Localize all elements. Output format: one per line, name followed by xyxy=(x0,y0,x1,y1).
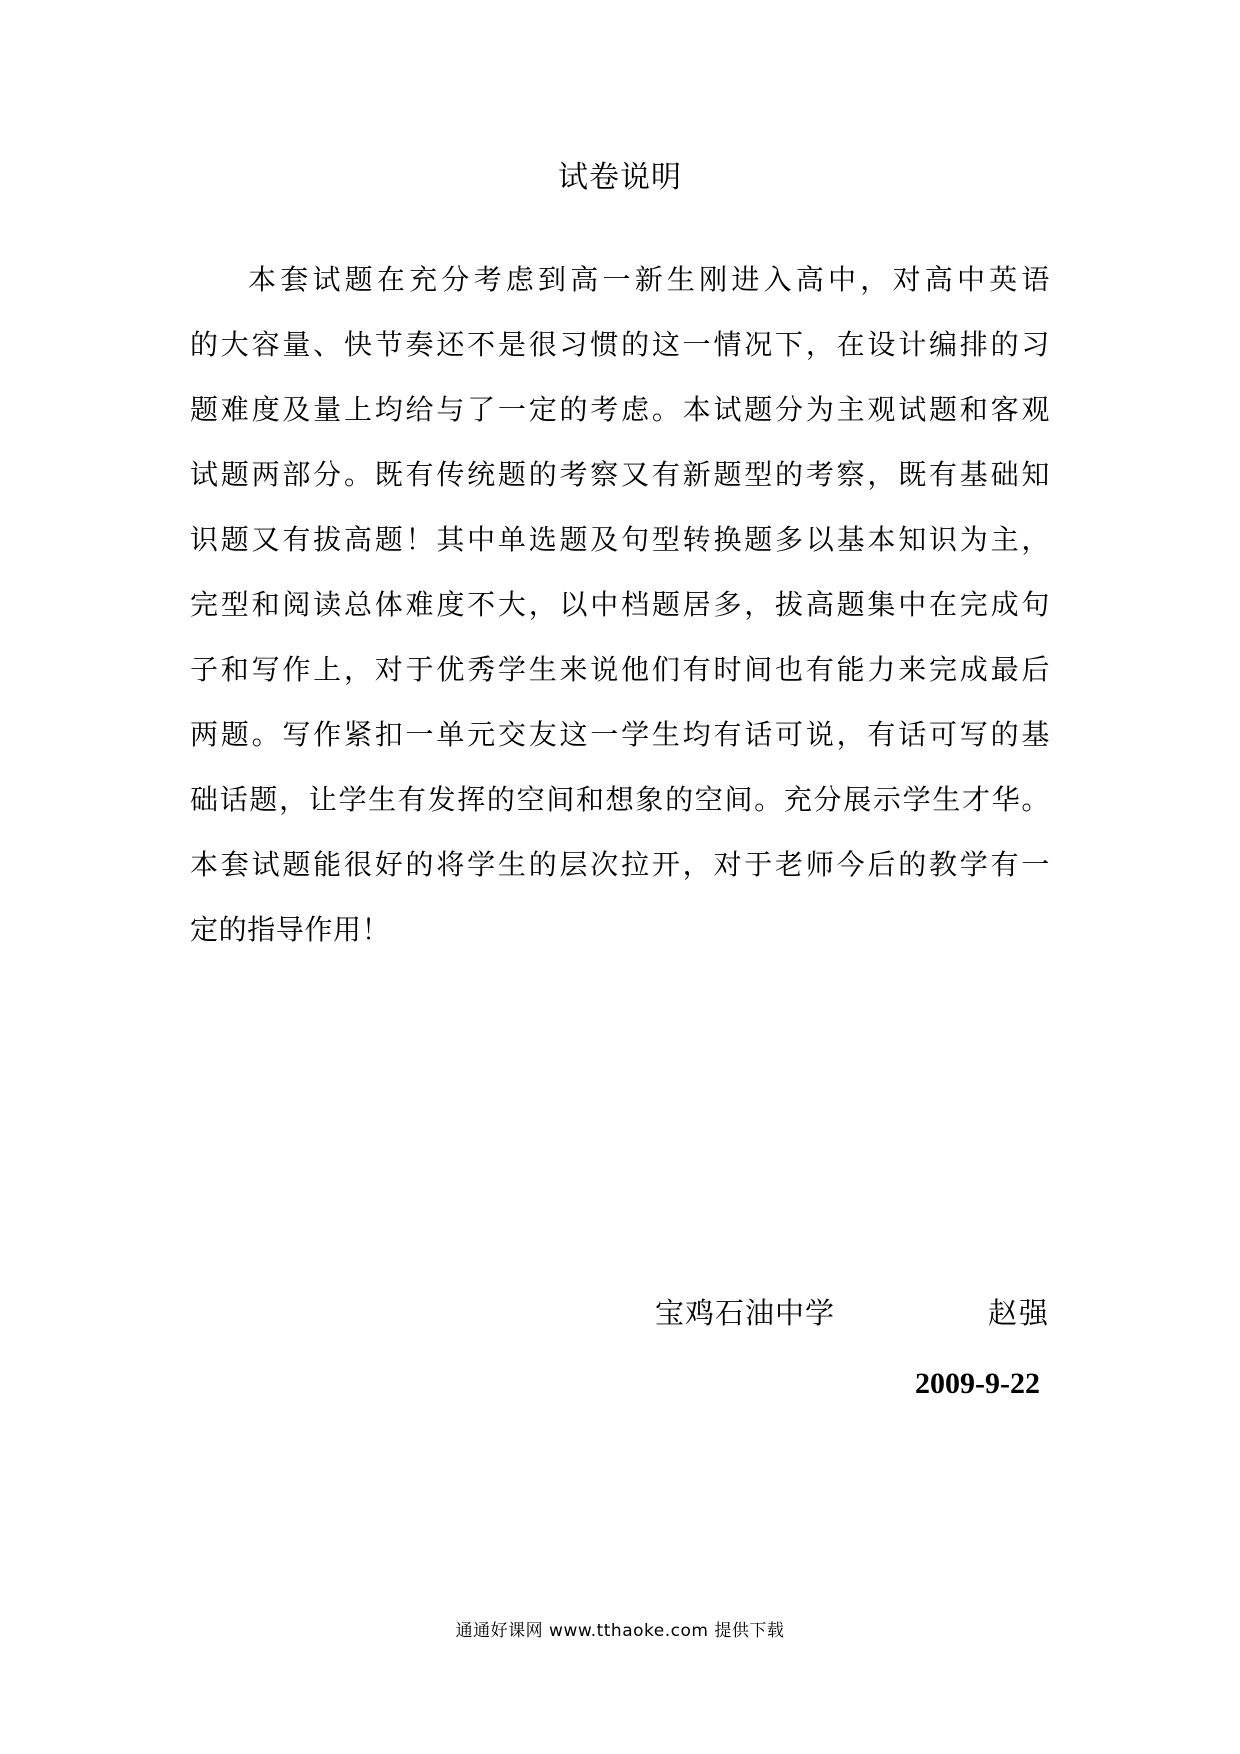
body-line-6: 完型和阅读总体难度不大，以中档题居多，拔高题集中在完成句 xyxy=(190,588,1050,621)
document-body xyxy=(190,255,1050,970)
body-line-3: 题难度及量上均给与了一定的考虑。本试题分为主观试题和客观 xyxy=(190,393,1050,426)
signature-date: 2009-9-22 xyxy=(915,1367,1040,1400)
document-title: 试卷说明 xyxy=(558,160,682,195)
body-line-1: 本套试题在充分考虑到高一新生刚进入高中，对高中英语 xyxy=(248,263,1050,296)
page-footer: 通通好课网 www.tthaoke.com 提供下载 xyxy=(455,1621,785,1641)
body-line-10: 本套试题能很好的将学生的层次拉开，对于老师今后的教学有一 xyxy=(190,848,1050,881)
body-line-5: 识题又有拔高题！其中单选题及句型转换题多以基本知识为主， xyxy=(190,523,1050,556)
body-line-7: 子和写作上，对于优秀学生来说他们有时间也有能力来完成最后 xyxy=(190,653,1050,686)
signature-school: 宝鸡石油中学 xyxy=(655,1296,836,1330)
body-line-4: 试题两部分。既有传统题的考察又有新题型的考察，既有基础知 xyxy=(190,458,1050,491)
body-line-11: 定的指导作用！ xyxy=(190,913,391,946)
body-line-8: 两题。写作紧扣一单元交友这一学生均有话可说，有话可写的基 xyxy=(190,718,1050,751)
body-line-9: 础话题，让学生有发挥的空间和想象的空间。充分展示学生才华。 xyxy=(190,783,1050,816)
signature-author: 赵强 xyxy=(987,1296,1050,1330)
signature-row xyxy=(655,1290,1050,1336)
body-line-2: 的大容量、快节奏还不是很习惯的这一情况下，在设计编排的习 xyxy=(190,328,1050,361)
